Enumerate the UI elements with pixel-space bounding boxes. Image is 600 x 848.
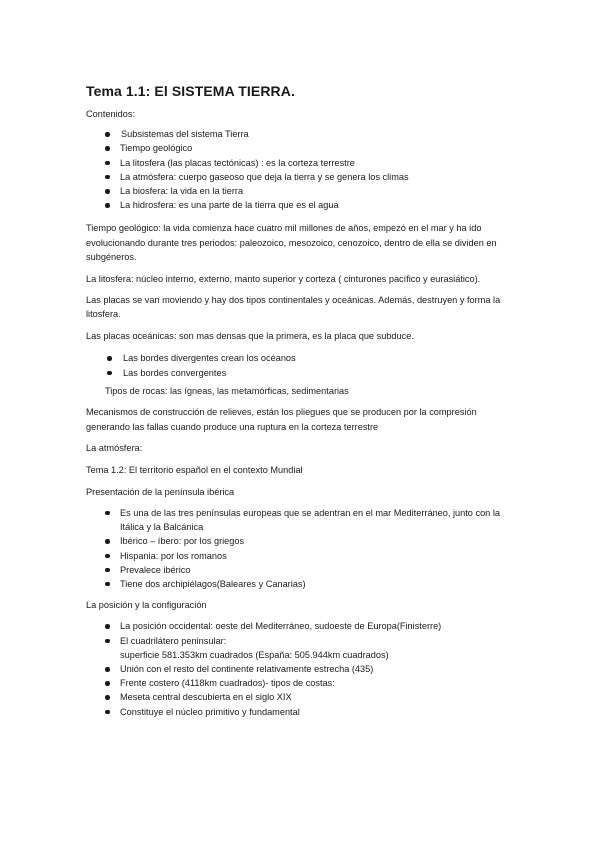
list-item: Unión con el resto del continente relativamente estrecha (435): [86, 662, 516, 676]
list-item: Tiene dos archipiélagos(Baleares y Canarias): [86, 577, 516, 591]
posicion-list: [86, 619, 516, 718]
bullet-icon: [105, 554, 110, 559]
list-item: Tiempo geológico: [86, 141, 516, 155]
list-item: La posición occidental: oeste del Mediterráneo, sudoeste de Europa(Finisterre): [86, 619, 516, 633]
bullet-icon: [107, 371, 112, 376]
paragraph-mecanismos: Mecanismos de construcción de relieves, están los pliegues que se producen por la compresión generando las fallas cuando produce una ruptura en la corteza terrestre: [86, 407, 477, 432]
contenidos-list: [86, 127, 516, 212]
contenidos-label: Contenidos:: [86, 109, 136, 119]
heading-posicion: La posición y la configuración: [86, 600, 207, 611]
list-item: La atmósfera: cuerpo gaseoso que deja la tierra y se genera los climas: [86, 170, 516, 184]
bullet-icon: [105, 539, 110, 544]
bullet-icon: [105, 175, 110, 180]
tipos-rocas: Tipos de rocas: las ígneas, las metamórficas, sedimentarias: [105, 385, 349, 396]
bullet-icon: [105, 511, 110, 516]
list-item: Es una de las tres penínsulas europeas que se adentran en el mar Mediterráneo, junto con la Itálica y la Balcánica: [86, 506, 516, 534]
list-item: La biosfera: la vida en la tierra: [86, 184, 516, 198]
bullet-icon: [105, 667, 110, 672]
heading-atmosfera: La atmósfera:: [86, 443, 143, 454]
document-content: [86, 82, 516, 719]
bullet-icon: [105, 639, 110, 644]
bullet-icon: [105, 681, 110, 686]
paragraph-placas: Las placas se van moviendo y hay dos tipos continentales y oceánicas. Además, destruyen y forma la litosfera.: [86, 295, 501, 320]
bordes-list: [86, 351, 516, 379]
list-item: Las bordes convergentes: [86, 366, 516, 380]
bullet-icon: [105, 132, 110, 137]
bullet-icon: [105, 582, 110, 587]
bullet-icon: [105, 624, 110, 629]
bullet-icon: [107, 356, 112, 361]
heading-presentacion: Presentación de la península ibérica: [86, 486, 235, 497]
peninsula-list: [86, 506, 516, 591]
bullet-icon: [105, 146, 110, 151]
list-item: Subsistemas del sistema Tierra: [86, 127, 516, 141]
list-item: La hidrosfera: es una parte de la tierra que es el agua: [86, 198, 516, 212]
list-item: Hispania: por los romanos: [86, 549, 516, 563]
list-item: Meseta central descubierta en el siglo XIX: [86, 690, 516, 704]
bullet-icon: [105, 203, 110, 208]
list-item: Las bordes divergentes crean los océanos: [86, 351, 516, 365]
list-item: El cuadrilátero peninsular: superficie 581.353km cuadrados (España: 505.944km cuadrados): [86, 634, 516, 662]
list-item: Constituye el núcleo primitivo y fundamental: [86, 705, 516, 719]
bullet-icon: [105, 189, 110, 194]
superficie-text: superficie 581.353km cuadrados (España: 505.944km cuadrados): [120, 649, 389, 660]
bullet-icon: [105, 161, 110, 166]
paragraph-oceanicas: Las placas oceánicas: son mas densas que la primera, es la placa que subduce.: [86, 331, 414, 342]
list-item: Ibérico – íbero: por los griegos: [86, 534, 516, 548]
list-item: Frente costero (4118km cuadrados)- tipos de costas:: [86, 676, 516, 690]
bullet-icon: [105, 568, 110, 573]
bullet-icon: [105, 710, 110, 715]
paragraph-tiempo: Tiempo geológico: la vida comienza hace cuatro mil millones de años, empezó en el mar y ha ido evolucionando durante tres periodos: paleozoico, mesozoico, cenozoico, dentro de ella se dividen en subgéneros.: [86, 223, 497, 262]
heading-tema2: Tema 1.2: El territorio español en el contexto Mundial: [86, 465, 303, 476]
list-item: La litosfera (las placas tectónicas) : es la corteza terrestre: [86, 156, 516, 170]
bullet-icon: [105, 695, 110, 700]
list-item: Prevalece ibérico: [86, 563, 516, 577]
page-title: Tema 1.1: El SISTEMA TIERRA.: [86, 83, 295, 99]
paragraph-litosfera: La litosfera: núcleo interno, externo, manto superior y corteza ( cinturones pacífico y eurasiático).: [86, 273, 481, 284]
